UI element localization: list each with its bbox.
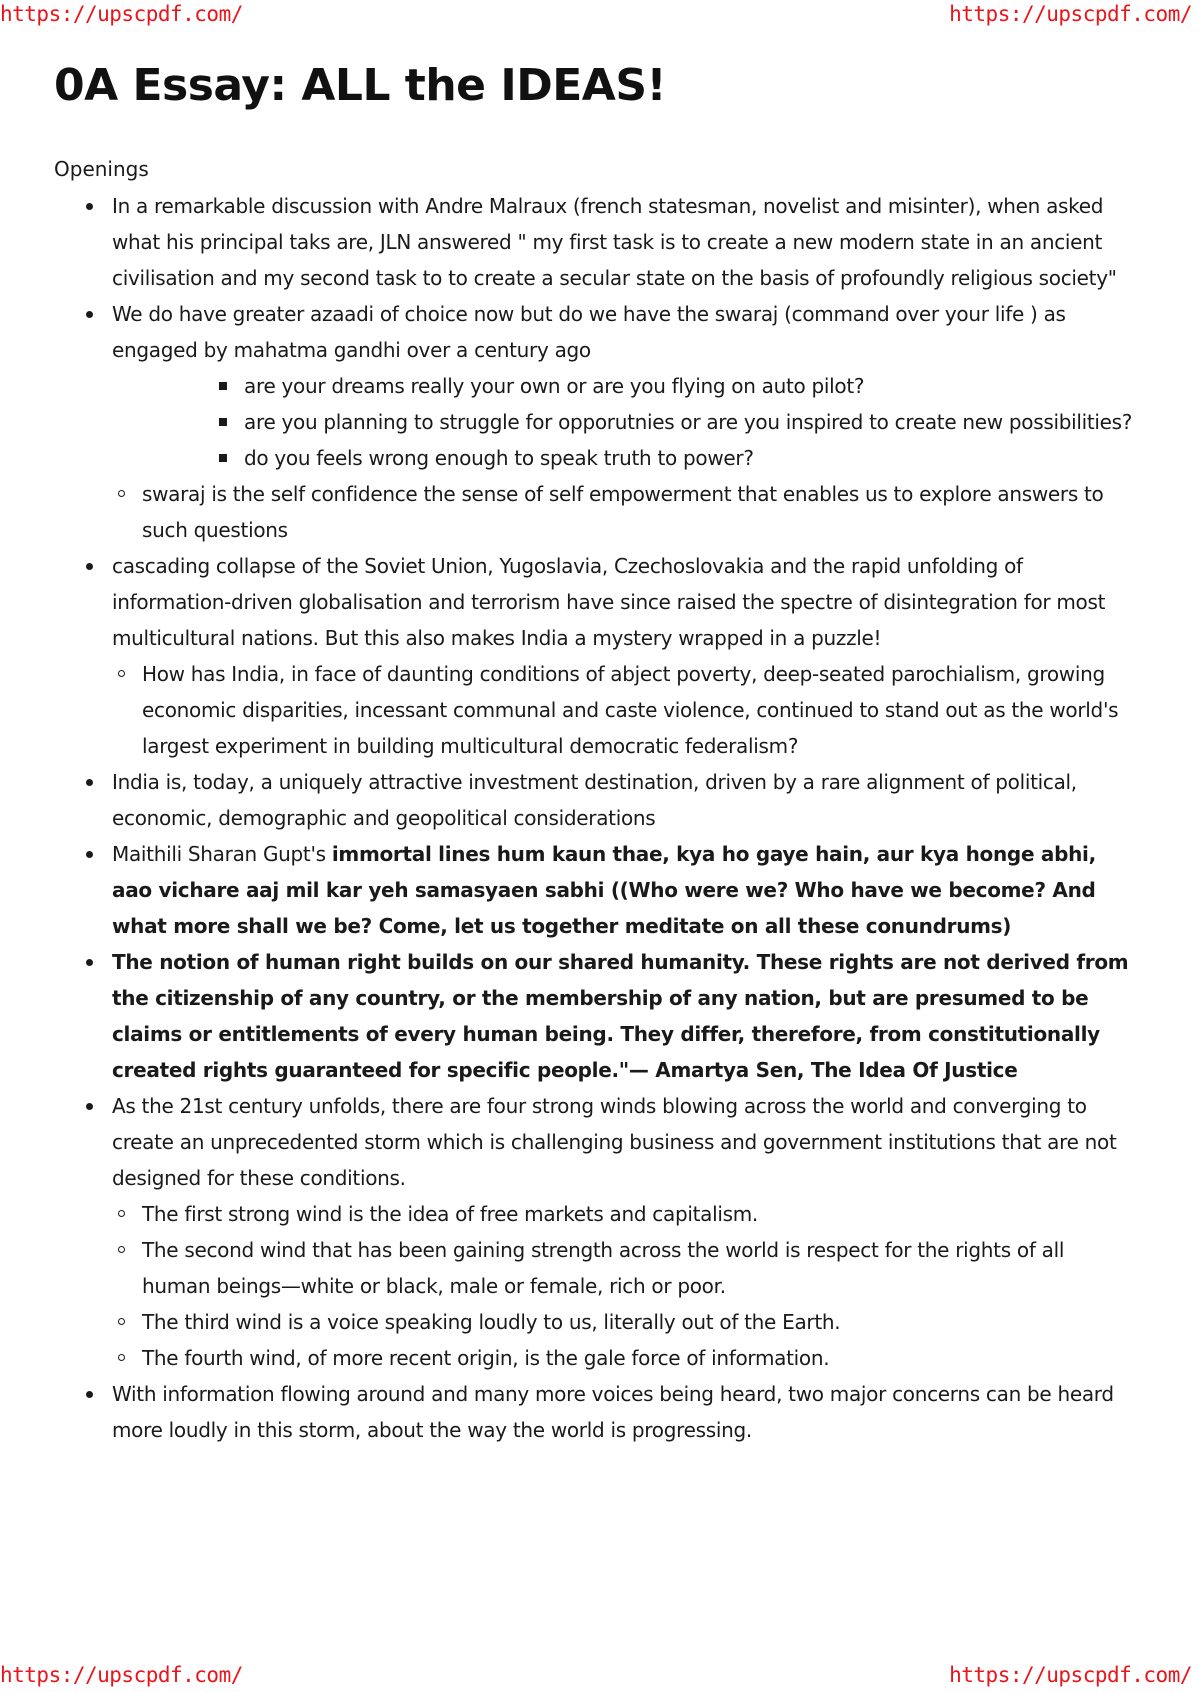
url-top-right[interactable]: https://upscpdf.com/ <box>949 2 1192 26</box>
sub-list <box>98 656 1134 764</box>
list-item <box>54 1088 1134 1196</box>
item-text-bold: immortal lines hum kaun thae, kya ho gaye hain, aur kya honge abhi, aao vichare aaj mil kar yeh samasyaen sabhi ((Who were we? Who have we become? And what more shall we be? Come, let us together meditate on all these conundrums) <box>112 842 1096 938</box>
list-item <box>98 476 1134 548</box>
openings-list-cont <box>54 1376 1134 1448</box>
list-item <box>54 1376 1134 1448</box>
list-item <box>98 1304 1134 1340</box>
item-text: How has India, in face of daunting conditions of abject poverty, deep-seated parochialism, growing economic disparities, incessant communal and caste violence, continued to stand out as the world's largest experiment in building multicultural democratic federalism? <box>142 662 1119 758</box>
item-text: swaraj is the self confidence the sense of self empowerment that enables us to explore answers to such questions <box>142 482 1104 542</box>
list-item <box>54 188 1134 296</box>
list-item <box>54 944 1134 1088</box>
item-text: are you planning to struggle for opporutnies or are you inspired to create new possibilities? <box>244 410 1133 434</box>
url-top-left[interactable]: https://upscpdf.com/ <box>0 2 243 26</box>
item-text: In a remarkable discussion with Andre Malraux (french statesman, novelist and misinter), when asked what his principal taks are, JLN answered " my first task is to create a new modern state in an ancient civilisation and my second task to to create a secular state on the basis of profoundly religious society" <box>112 194 1117 290</box>
item-text: cascading collapse of the Soviet Union, Yugoslavia, Czechoslovakia and the rapid unfolding of information-driven globalisation and terrorism have since raised the spectre of disintegration for most multicultural nations. But this also makes India a mystery wrapped in a puzzle! <box>112 554 1106 650</box>
section-label: Openings <box>54 157 149 181</box>
sub-list <box>98 476 1134 548</box>
openings-list <box>54 188 1134 476</box>
item-text: As the 21st century unfolds, there are four strong winds blowing across the world and converging to create an unprecedented storm which is challenging business and government institutions that are not designed for these conditions. <box>112 1094 1117 1190</box>
list-item <box>54 296 1134 476</box>
item-text: With information flowing around and many more voices being heard, two major concerns can be heard more loudly in this storm, about the way the world is progressing. <box>112 1382 1114 1442</box>
list-item <box>200 404 1134 440</box>
list-item <box>54 836 1134 944</box>
item-text: India is, today, a uniquely attractive investment destination, driven by a rare alignment of political, economic, demographic and geopolitical considerations <box>112 770 1077 830</box>
list-item <box>98 1196 1134 1232</box>
item-text: The fourth wind, of more recent origin, is the gale force of information. <box>142 1346 830 1370</box>
sub-list <box>98 1196 1134 1376</box>
item-text: The second wind that has been gaining strength across the world is respect for the rights of all human beings—white or black, male or female, rich or poor. <box>142 1238 1065 1298</box>
list-item <box>98 1232 1134 1304</box>
item-text-plain: Maithili Sharan Gupt's <box>112 842 332 866</box>
item-text: are your dreams really your own or are you flying on auto pilot? <box>244 374 865 398</box>
list-item <box>200 368 1134 404</box>
list-item <box>200 440 1134 476</box>
list-item <box>98 1340 1134 1376</box>
openings-list-cont <box>54 548 1134 656</box>
item-text: The third wind is a voice speaking loudly to us, literally out of the Earth. <box>142 1310 841 1334</box>
item-text: do you feels wrong enough to speak truth to power? <box>244 446 754 470</box>
page-title: 0A Essay: ALL the IDEAS! <box>54 60 667 111</box>
list-item <box>54 764 1134 836</box>
list-item <box>54 548 1134 656</box>
document-body <box>54 58 1134 1448</box>
list-item <box>98 656 1134 764</box>
item-text: The notion of human right builds on our shared humanity. These rights are not derived from the citizenship of any country, or the membership of any nation, but are presumed to be claims or entitlements of every human being. They differ, therefore, from constitutionally created rights guaranteed for specific people."— Amartya Sen, The Idea Of Justice <box>112 950 1129 1082</box>
openings-list-cont <box>54 764 1134 1196</box>
item-text: We do have greater azaadi of choice now but do we have the swaraj (command over your life ) as engaged by mahatma gandhi over a century ago <box>112 302 1066 362</box>
url-bottom-right[interactable]: https://upscpdf.com/ <box>949 1663 1192 1687</box>
item-text: The first strong wind is the idea of free markets and capitalism. <box>142 1202 758 1226</box>
sub-sub-list <box>200 368 1134 476</box>
url-bottom-left[interactable]: https://upscpdf.com/ <box>0 1663 243 1687</box>
